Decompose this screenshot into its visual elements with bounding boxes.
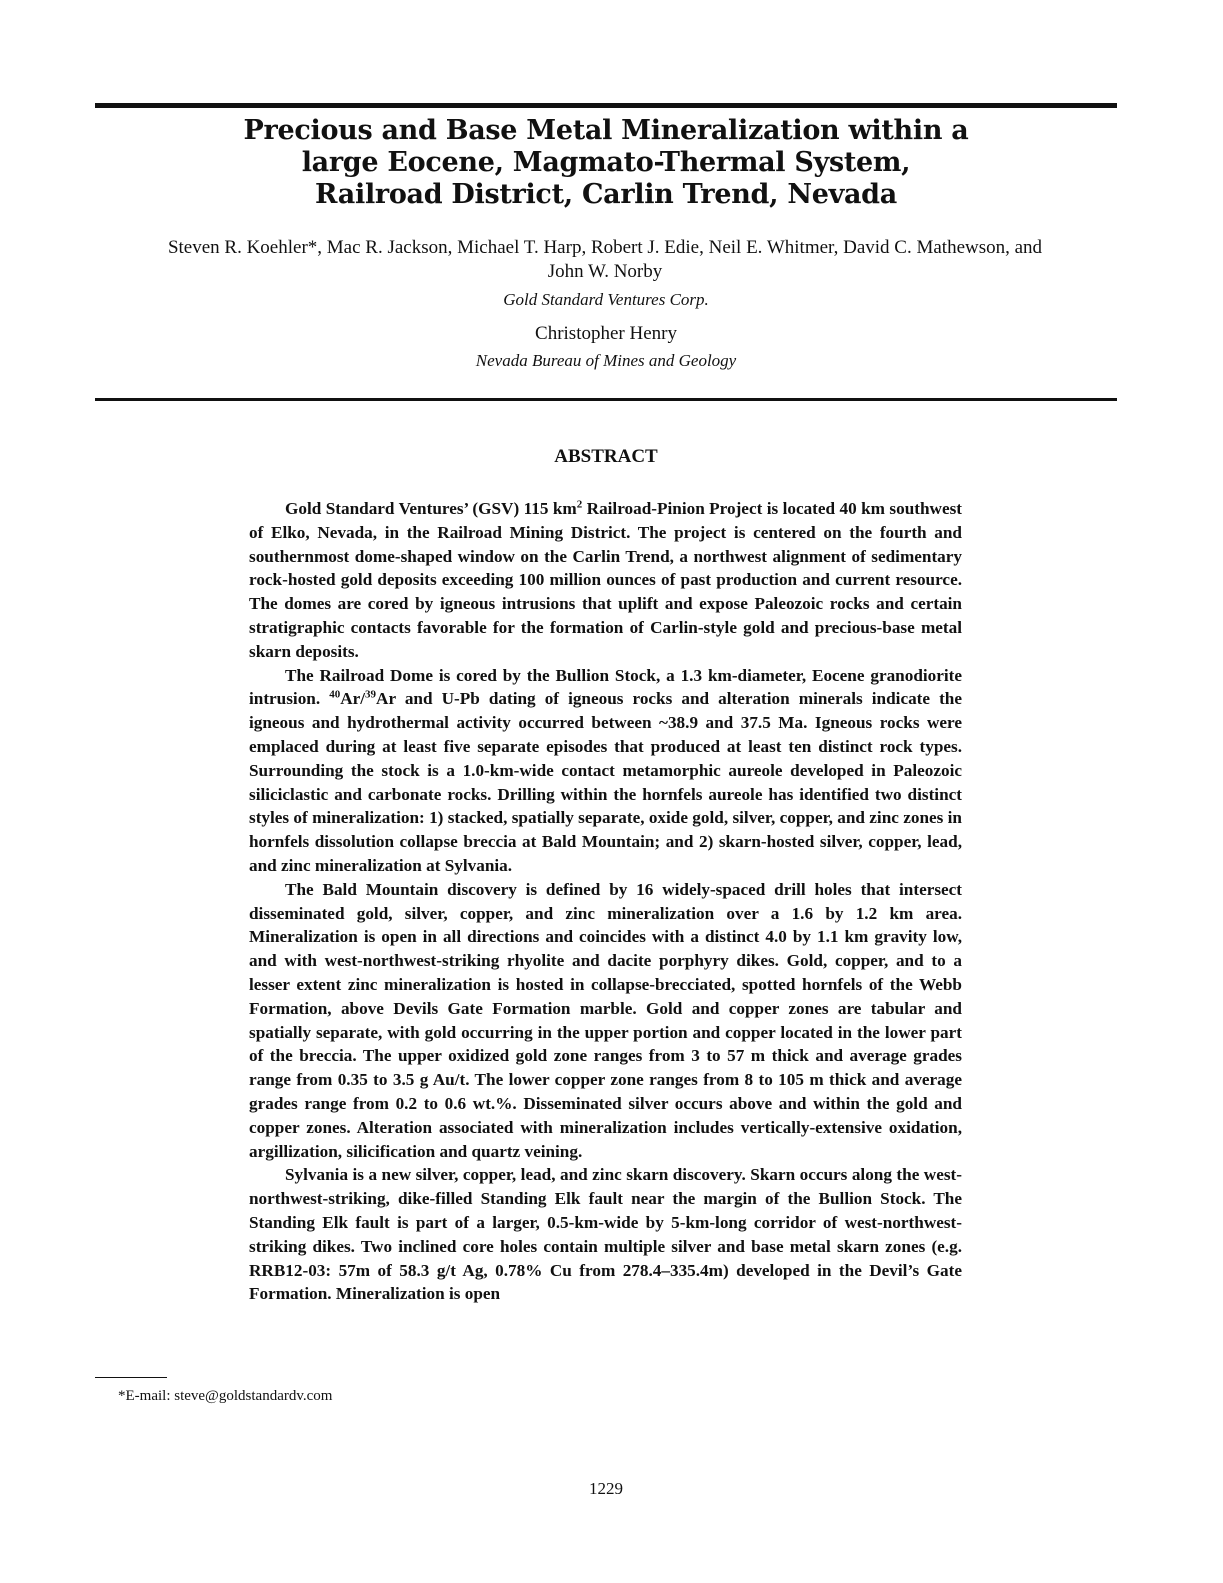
paper-title (95, 115, 1117, 211)
page-number: 1229 (589, 1479, 623, 1498)
affiliation-nbmg: Nevada Bureau of Mines and Geology (475, 351, 737, 370)
abstract-heading: ABSTRACT (554, 446, 658, 467)
footnote-rule (95, 1377, 167, 1378)
top-rule (95, 103, 1117, 108)
superscript: 40 (329, 688, 341, 701)
text-run: Gold Standard Ventures’ (GSV) 115 km (285, 499, 577, 518)
abstract-paragraph-4: Sylvania is a new silver, copper, lead, and zinc skarn discovery. Skarn occurs along the west-northwest-striking, dike-filled Standing Elk fault near the margin of the Bullion Stock. The Standing Elk fault is part of a larger, 0.5-km-wide by 5-km-long corridor of west-northwest-striking dikes. Two inclined core holes contain multiple silver and base metal skarn zones (e.g. RRB12-03: 57m of 58.3 g/t Ag, 0.78% Cu from 278.4–335.4m) developed in the Devil’s Gate Formation. Mineralization is open (249, 1165, 962, 1304)
title-line: Railroad District, Carlin Trend, Nevada (315, 179, 897, 210)
author-henry: Christopher Henry (535, 323, 677, 344)
footnote-email: *E-mail: steve@goldstandardv.com (118, 1388, 333, 1404)
text-run: Railroad-Pinion Project is located 40 km southwest of Elko, Nevada, in the Railroad Mining District. The project is centered on the fourth and southernmost dome-shaped window on the Carlin Trend, a northwest alignment of sedimentary rock-hosted gold deposits exceeding 100 million ounces of past production and current resource. The domes are cored by igneous intrusions that uplift and expose Paleozoic rocks and certain stratigraphic contacts favorable for the formation of Carlin-style gold and precious-base metal skarn deposits. (249, 499, 962, 661)
affiliation-gold-standard: Gold Standard Ventures Corp. (503, 290, 709, 309)
abstract-paragraph-1 (249, 497, 962, 664)
superscript: 2 (576, 498, 583, 511)
text-run: Ar/ (340, 689, 366, 709)
superscript: 39 (365, 688, 377, 701)
abstract-paragraph-2 (249, 664, 962, 878)
title-line: Precious and Base Metal Mineralization within a (243, 115, 969, 146)
header-divider (95, 398, 1117, 401)
abstract-body (249, 497, 962, 1306)
text-run: Ar and U-Pb dating of igneous rocks and alteration minerals indicate the igneous and hydrothermal activity occurred between ~38.9 and 37.5 Ma. Igneous rocks were emplaced during at least five separate episodes that produced at least ten distinct rock types. Surrounding the stock is a 1.0-km-wide contact metamorphic aureole developed in Paleozoic siliciclastic and carbonate rocks. Drilling within the hornfels aureole has identified two distinct styles of mineralization: 1) stacked, spatially separate, oxide gold, silver, copper, and zinc zones in hornfels dissolution collapse breccia at Bald Mountain; and 2) skarn-hosted silver, copper, lead, and zinc mineralization at Sylvania. (249, 689, 962, 875)
text-run: The Railroad Dome is cored by the Bullion Stock, a 1.3 km-diameter, Eocene granodiorite intrusion. (249, 665, 962, 709)
abstract-paragraph-3: The Bald Mountain discovery is defined by 16 widely-spaced drill holes that intersect disseminated gold, silver, copper, and zinc mineralization over a 1.6 by 1.2 km area. Mineralization is open in all directions and coincides with a distinct 4.0 by 1.1 km gravity low, and with west-northwest-striking rhyolite and dacite porphyry dikes. Gold, copper, and to a lesser extent zinc mineralization is hosted in collapse-brecciated, spotted hornfels of the Webb Formation, above Devils Gate Formation marble. Gold and copper zones are tabular and spatially separate, with gold occurring in the upper portion and copper located in the lower part of the breccia. The upper oxidized gold zone ranges from 3 to 57 m thick and average grades range from 0.35 to 3.5 g Au/t. The lower copper zone ranges from 8 to 105 m thick and average grades range from 0.2 to 0.6 wt.%. Disseminated silver occurs above and within the gold and copper zones. Alteration associated with mineralization includes vertically-extensive oxidation, argillization, silicification and quartz veining. (249, 879, 962, 1161)
author-list: Steven R. Koehler*, Mac R. Jackson, Michael T. Harp, Robert J. Edie, Neil E. Whitmer, David C. Mathewson, and John W. Norby (167, 237, 1043, 282)
title-line: large Eocene, Magmato-Thermal System, (301, 147, 911, 178)
